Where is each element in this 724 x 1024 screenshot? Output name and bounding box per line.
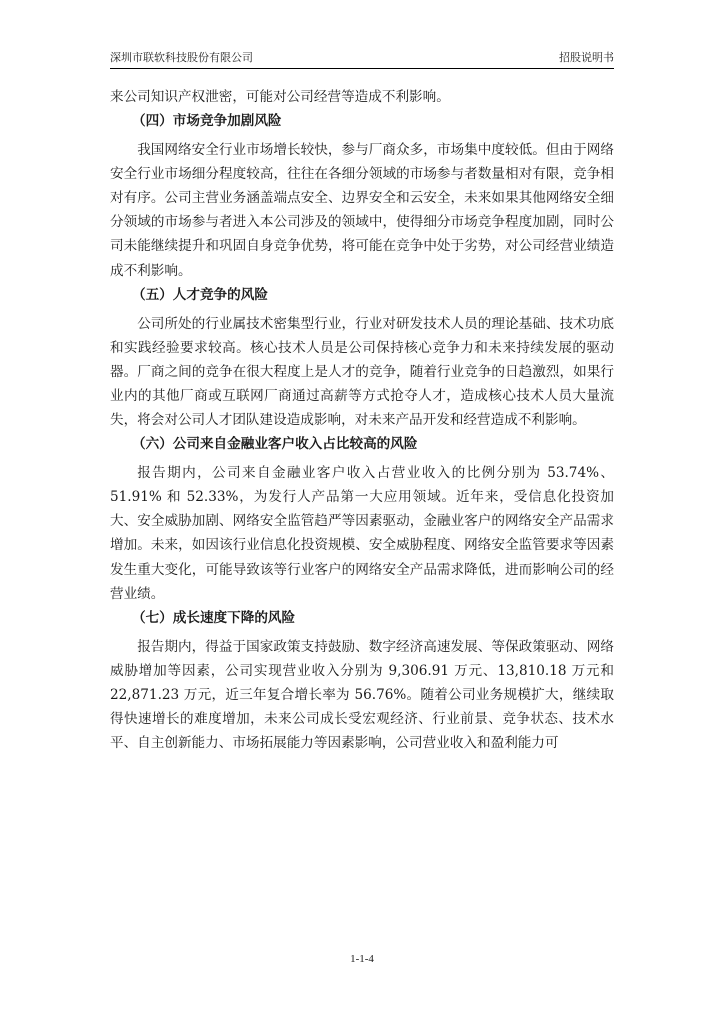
page-header — [110, 50, 614, 66]
header-rule — [110, 68, 614, 69]
company-name: 深圳市联软科技股份有限公司 — [110, 51, 253, 64]
section-paragraph-5: 公司所处的行业属技术密集型行业，行业对研发技术人员的理论基础、技术功底和实践经验要求较高。核心技术人员是公司保持核心竞争力和未来持续发展的驱动器。厂商之间的竞争在很大程度上是人才的竞争，随着行业竞争的日趋激烈，如果行业内的其他厂商或互联网厂商通过高薪等方式抢夺人才，造成核心技术人员大量流失，将会对公司人才团队建设造成影响，对未来产品开发和经营造成不利影响。 — [110, 315, 614, 429]
intro-paragraph: 来公司知识产权泄密，可能对公司经营等造成不利影响。 — [110, 89, 450, 105]
section-paragraph-6: 报告期内，公司来自金融业客户收入占营业收入的比例分别为 53.74%、51.91% 和 52.33%，为发行人产品第一大应用领域。近年来，受信息化投资加大、安全威胁加剧、网络安全监管趋严等因素驱动，金融业客户的网络安全产品需求增加。未来，如因该行业信息化投资规模、安全威胁程度、网络安全监管要求等因素发生重大变化，可能导致该等行业客户的网络安全产品需求降低，进而影响公司的经营业绩。 — [110, 465, 614, 602]
page-number: 1-1-4 — [350, 953, 374, 965]
section-paragraph-7: 报告期内，得益于国家政策支持鼓励、数字经济高速发展、等保政策驱动、网络威胁增加等因素，公司实现营业收入分别为 9,306.91 万元、13,810.18 万元和 22,871.23 万元，近三年复合增长率为 56.76%。随着公司业务规模扩大，继续取得快速增长的难度增加，未来公司成长受宏观经济、行业前景、竞争状态、技术水平、自主创新能力、市场拓展能力等因素影响，公司营业收入和盈利能力可 — [110, 638, 614, 752]
section-heading-5: （五）人才竞争的风险 — [132, 286, 268, 303]
document-type: 招股说明书 — [559, 51, 614, 64]
page-body — [110, 85, 614, 755]
section-heading-7: （七）成长速度下降的风险 — [132, 609, 296, 626]
section-paragraph-4: 我国网络安全行业市场增长较快，参与厂商众多，市场集中度较低。但由于网络安全行业市场细分程度较高，往往在各细分领域的市场参与者数量相对有限，竞争相对有序。公司主营业务涵盖端点安全、边界安全和云安全，未来如果其他网络安全细分领域的市场参与者进入本公司涉及的领域中，使得细分市场竞争程度加剧，同时公司未能继续提升和巩固自身竞争优势，将可能在竞争中处于劣势，对公司经营业绩造成不利影响。 — [110, 142, 614, 279]
section-heading-4: （四）市场竞争加剧风险 — [132, 113, 282, 130]
section-heading-6: （六）公司来自金融业客户收入占比较高的风险 — [132, 436, 418, 453]
